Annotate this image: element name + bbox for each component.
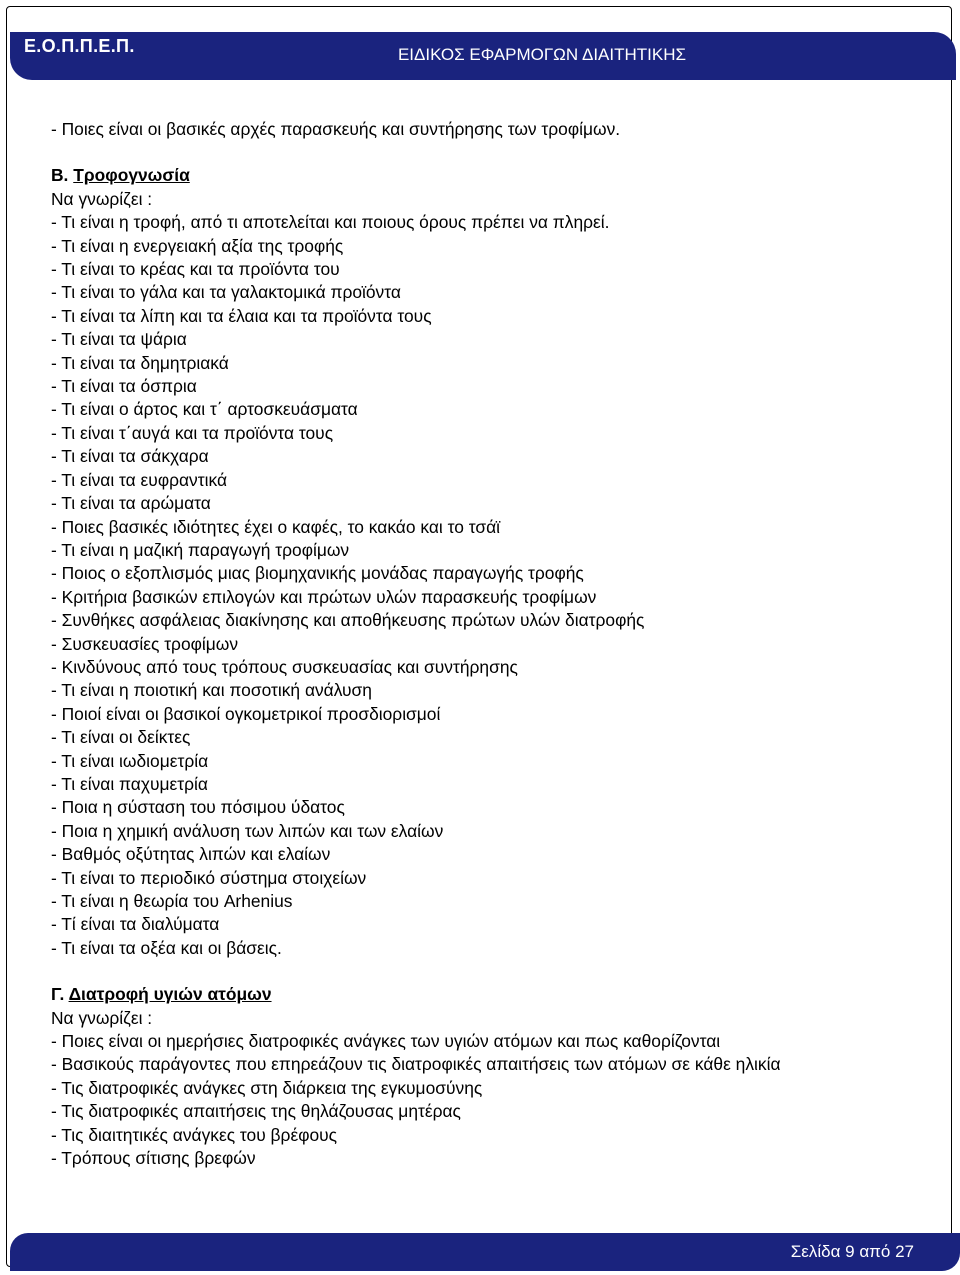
list-item: - Κινδύνους από τους τρόπους συσκευασίας και συντήρησης — [51, 656, 518, 677]
page-number: Σελίδα 9 από 27 — [790, 1242, 914, 1261]
section-b-subtitle: Να γνωρίζει : — [51, 188, 153, 209]
list-item: - Τι είναι ο άρτος και τ΄ αρτοσκευάσματα — [51, 399, 358, 420]
list-item: - Τι είναι οι δείκτες — [51, 727, 191, 748]
section-b-letter: Β. — [51, 165, 69, 186]
list-item: - Ποιοί είναι οι βασικοί ογκομετρικοί προσδιορισμοί — [51, 703, 441, 724]
list-item: - Τι είναι η θεωρία του Arhenius — [51, 891, 293, 911]
list-item: - Βασικούς παράγοντες που επηρεάζουν τις διατροφικές απαιτήσεις των ατόμων σε κάθε ηλικία — [51, 1054, 781, 1075]
header-org: Ε.Ο.Π.Π.Ε.Π. — [24, 36, 135, 56]
list-item: - Τι είναι τα ευφραντικά — [51, 469, 228, 490]
spacer — [51, 141, 941, 164]
section-b-list — [51, 211, 941, 960]
list-item: - Τι είναι η ποιοτική και ποσοτική ανάλυση — [51, 680, 372, 701]
section-c-heading — [51, 983, 941, 1006]
list-item: - Τι είναι ιωδιομετρία — [51, 750, 209, 771]
list-item: - Τι είναι τα όσπρια — [51, 376, 197, 397]
list-item: - Τι είναι τα οξέα και οι βάσεις. — [51, 937, 282, 958]
section-c-letter: Γ. — [51, 984, 65, 1005]
list-item: - Τι είναι παχυμετρία — [51, 773, 208, 794]
list-item: - Κριτήρια βασικών επιλογών και πρώτων υλών παρασκευής τροφίμων — [51, 586, 597, 607]
section-b-heading — [51, 164, 941, 187]
list-item: - Τις διατροφικές απαιτήσεις της θηλάζουσας μητέρας — [51, 1101, 461, 1122]
section-c-list — [51, 1030, 941, 1170]
list-item: - Ποια η σύσταση του πόσιμου ύδατος — [51, 797, 345, 818]
list-item: - Ποιος ο εξοπλισμός μιας βιομηχανικής μονάδας παραγωγής τροφής — [51, 563, 584, 584]
list-item: - Τί είναι τα διαλύματα — [51, 914, 220, 935]
list-item: - Τι είναι το περιοδικό σύστημα στοιχείων — [51, 867, 367, 888]
list-item: - Τι είναι τα δημητριακά — [51, 352, 229, 373]
list-item: - Τι είναι τα λίπη και τα έλαια και τα προϊόντα τους — [51, 305, 432, 326]
section-c-title: Διατροφή υγιών ατόμων — [68, 984, 272, 1005]
list-item: - Συσκευασίες τροφίμων — [51, 633, 239, 654]
list-item: - Τι είναι τα αρώματα — [51, 493, 211, 514]
document-body — [51, 118, 941, 1170]
list-item: - Τι είναι τ΄αυγά και τα προϊόντα τους — [51, 422, 334, 443]
list-item: - Τις διατροφικές ανάγκες στη διάρκεια της εγκυμοσύνης — [51, 1077, 483, 1098]
spacer — [51, 960, 941, 983]
list-item: - Τι είναι η ενεργειακή αξία της τροφής — [51, 235, 344, 256]
section-c-subtitle: Να γνωρίζει : — [51, 1007, 153, 1028]
footer-band — [10, 1233, 960, 1271]
list-item: - Τι είναι τα ψάρια — [51, 329, 187, 350]
list-item: - Ποιες είναι οι ημερήσιες διατροφικές ανάγκες των υγιών ατόμων και πως καθορίζονται — [51, 1031, 721, 1052]
list-item: - Τρόπους σίτισης βρεφών — [51, 1148, 256, 1169]
list-item: - Τι είναι η τροφή, από τι αποτελείται και ποιους όρους πρέπει να πληρεί. — [51, 212, 610, 233]
list-item: - Τις διαιτητικές ανάγκες του βρέφους — [51, 1124, 338, 1145]
list-item: - Ποια η χημική ανάλυση των λιπών και των ελαίων — [51, 820, 444, 841]
list-item: - Τι είναι το γάλα και τα γαλακτομικά προϊόντα — [51, 282, 401, 303]
intro-line: - Ποιες είναι οι βασικές αρχές παρασκευής και συντήρησης των τροφίμων. — [51, 119, 621, 139]
list-item: - Τι είναι το κρέας και τα προϊόντα του — [51, 259, 340, 280]
header-specialty: ΕΙΔΙΚΟΣ ΕΦΑΡΜΟΓΩΝ ΔΙΑΙΤΗΤΙΚΗΣ — [397, 45, 686, 64]
section-b-title: Τροφογνωσία — [73, 165, 190, 186]
list-item: - Βαθμός οξύτητας λιπών και ελαίων — [51, 844, 331, 865]
list-item: - Τι είναι η μαζική παραγωγή τροφίμων — [51, 539, 350, 560]
list-item: - Τι είναι τα σάκχαρα — [51, 446, 209, 467]
list-item: - Ποιες βασικές ιδιότητες έχει ο καφές, το κακάο και το τσάϊ — [51, 516, 500, 537]
header-bar — [10, 32, 956, 80]
list-item: - Συνθήκες ασφάλειας διακίνησης και αποθήκευσης πρώτων υλών διατροφής — [51, 610, 645, 631]
